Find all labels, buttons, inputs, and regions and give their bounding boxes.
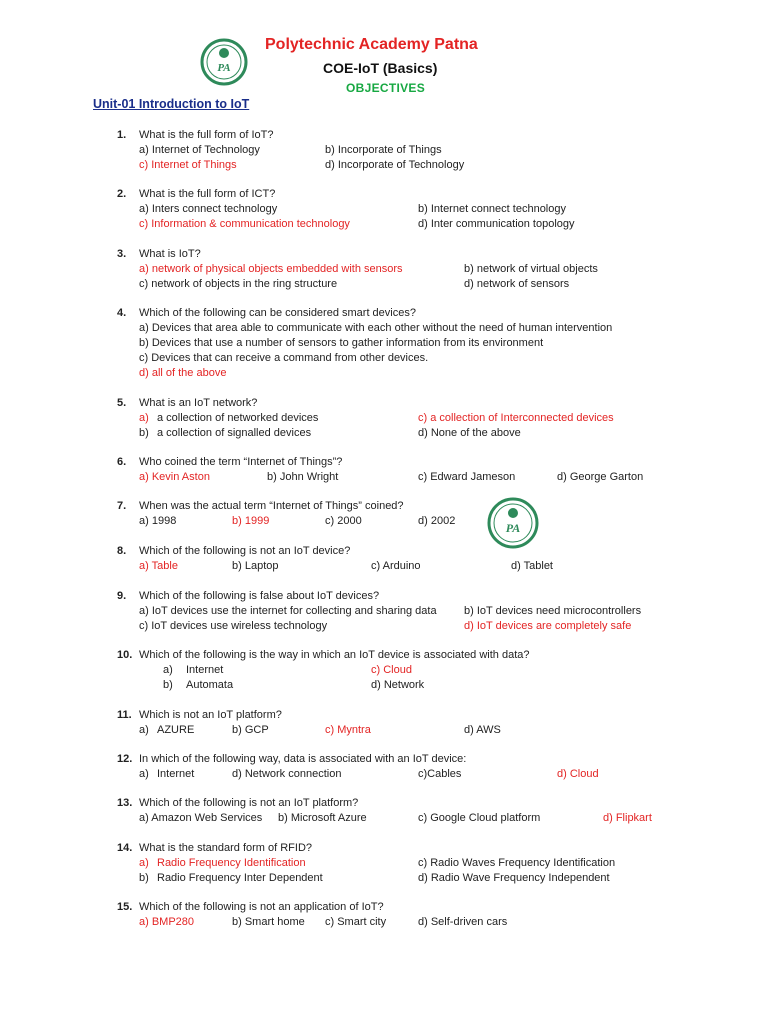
- option-c-answer: c) Myntra: [325, 724, 371, 736]
- option-c: c) network of objects in the ring structure: [139, 278, 338, 290]
- question-text: Which of the following is false about IoT devices?: [139, 590, 380, 602]
- option-a: a) Amazon Web Services: [139, 812, 263, 824]
- option-a-answer: a) BMP280: [139, 916, 195, 928]
- option-b: b) Incorporate of Things: [325, 144, 442, 156]
- option-d: d) None of the above: [418, 427, 521, 439]
- option-d: d) Tablet: [511, 560, 553, 572]
- academy-logo-icon: [200, 38, 248, 91]
- question-number: 9.: [117, 590, 127, 602]
- option-a: a) Inters connect technology: [139, 203, 278, 215]
- option-b-marker: b): [139, 872, 149, 884]
- option-d-answer: d) all of the above: [139, 367, 227, 379]
- option-a-answer: Radio Frequency Identification: [157, 857, 306, 869]
- option-c: c) Radio Waves Frequency Identification: [418, 857, 616, 869]
- question-text: What is the full form of ICT?: [139, 188, 276, 200]
- option-b: b) John Wright: [267, 471, 339, 483]
- option-b-answer: b) 1999: [232, 515, 270, 527]
- question-number: 14.: [117, 842, 133, 854]
- option-a-marker: a): [139, 412, 149, 424]
- option-c-answer: c) Internet of Things: [139, 159, 237, 171]
- question-number: 12.: [117, 753, 133, 765]
- option-d: d) network of sensors: [464, 278, 570, 290]
- option-d-answer: d) Flipkart: [603, 812, 652, 824]
- option-c-answer: c) Information & communication technology: [139, 218, 350, 230]
- option-b-marker: b): [163, 679, 173, 691]
- question-number: 13.: [117, 797, 133, 809]
- question-number: 5.: [117, 397, 127, 409]
- question-text: What is the full form of IoT?: [139, 129, 274, 141]
- option-d-answer: d) Cloud: [557, 768, 599, 780]
- option-a: a collection of networked devices: [157, 412, 319, 424]
- question-text: What is the standard form of RFID?: [139, 842, 313, 854]
- option-a-marker: a): [163, 664, 173, 676]
- option-b: b) network of virtual objects: [464, 263, 598, 275]
- question-number: 8.: [117, 545, 127, 557]
- option-a-answer: a) Kevin Aston: [139, 471, 210, 483]
- option-d: d) Self-driven cars: [418, 916, 508, 928]
- option-c-answer: c) a collection of Interconnected devices: [418, 412, 614, 424]
- question-text: Which is not an IoT platform?: [139, 709, 282, 721]
- question-text: Which of the following is not an IoT device?: [139, 545, 351, 557]
- option-c: c) Arduino: [371, 560, 421, 572]
- option-b: b) Microsoft Azure: [278, 812, 367, 824]
- logo-text: PA: [217, 62, 231, 74]
- course-subtitle: COE-IoT (Basics): [323, 60, 438, 76]
- option-b: b) Internet connect technology: [418, 203, 566, 215]
- option-a: Internet: [157, 768, 195, 780]
- page-title: Polytechnic Academy Patna: [265, 36, 478, 53]
- option-a: AZURE: [157, 724, 195, 736]
- option-d: d) Radio Wave Frequency Independent: [418, 872, 610, 884]
- option-d: d) Network: [371, 679, 425, 691]
- question-text: Which of the following is not an IoT platform?: [139, 797, 359, 809]
- option-c: c) Google Cloud platform: [418, 812, 541, 824]
- question-text: Who coined the term “Internet of Things”?: [139, 456, 343, 468]
- question-number: 3.: [117, 248, 127, 260]
- option-d: d) George Garton: [557, 471, 644, 483]
- option-d: d) Inter communication topology: [418, 218, 575, 230]
- question-text: What is IoT?: [139, 248, 201, 260]
- option-c: c) Edward Jameson: [418, 471, 516, 483]
- option-a: a) IoT devices use the internet for collecting and sharing data: [139, 605, 437, 617]
- option-b: b) IoT devices need microcontrollers: [464, 605, 642, 617]
- option-a-answer: a) network of physical objects embedded with sensors: [139, 263, 403, 275]
- unit-heading: Unit-01 Introduction to IoT: [93, 97, 250, 111]
- question-number: 4.: [117, 307, 127, 319]
- option-a: a) Internet of Technology: [139, 144, 260, 156]
- option-a: a) 1998: [139, 515, 177, 527]
- option-c: c) Smart city: [325, 916, 387, 928]
- question-number: 6.: [117, 456, 127, 468]
- question-text: Which of the following is not an application of IoT?: [139, 901, 384, 913]
- option-c: c)Cables: [418, 768, 462, 780]
- option-d: d) Incorporate of Technology: [325, 159, 465, 171]
- question-number: 15.: [117, 901, 133, 913]
- option-c: c) 2000: [325, 515, 362, 527]
- academy-logo-small-icon: [487, 497, 539, 554]
- option-c: c) Devices that can receive a command from other devices.: [139, 352, 429, 364]
- option-b: b) Smart home: [232, 916, 305, 928]
- option-b: b) Laptop: [232, 560, 279, 572]
- option-d-answer: d) IoT devices are completely safe: [464, 620, 632, 632]
- option-b: Radio Frequency Inter Dependent: [157, 872, 323, 884]
- option-b: a collection of signalled devices: [157, 427, 312, 439]
- option-a-answer: a) Table: [139, 560, 178, 572]
- option-d: d) AWS: [464, 724, 501, 736]
- question-text: Which of the following is the way in which an IoT device is associated with data?: [139, 649, 530, 661]
- logo-text: PA: [505, 521, 521, 535]
- question-text: Which of the following can be considered smart devices?: [139, 307, 416, 319]
- question-number: 11.: [117, 709, 132, 721]
- option-c-answer: c) Cloud: [371, 664, 412, 676]
- option-a: Internet: [186, 664, 224, 676]
- option-d: d) 2002: [418, 515, 456, 527]
- question-number: 2.: [117, 188, 127, 200]
- question-text: In which of the following way, data is associated with an IoT device:: [139, 753, 467, 765]
- option-b: d) Network connection: [232, 768, 342, 780]
- option-b: b) GCP: [232, 724, 269, 736]
- option-a-marker: a): [139, 857, 149, 869]
- option-b: b) Devices that use a number of sensors to gather information from its environment: [139, 337, 544, 349]
- option-a-marker: a): [139, 768, 149, 780]
- question-number: 10.: [117, 649, 133, 661]
- question-text: When was the actual term “Internet of Things” coined?: [139, 500, 404, 512]
- option-b-marker: b): [139, 427, 149, 439]
- option-b: Automata: [186, 679, 234, 691]
- option-c: c) IoT devices use wireless technology: [139, 620, 328, 632]
- objectives-heading: OBJECTIVES: [346, 81, 426, 95]
- question-number: 1.: [117, 129, 127, 141]
- question-number: 7.: [117, 500, 127, 512]
- option-a: a) Devices that area able to communicate with each other without the need of human intervention: [139, 322, 613, 334]
- question-text: What is an IoT network?: [139, 397, 258, 409]
- option-a-marker: a): [139, 724, 149, 736]
